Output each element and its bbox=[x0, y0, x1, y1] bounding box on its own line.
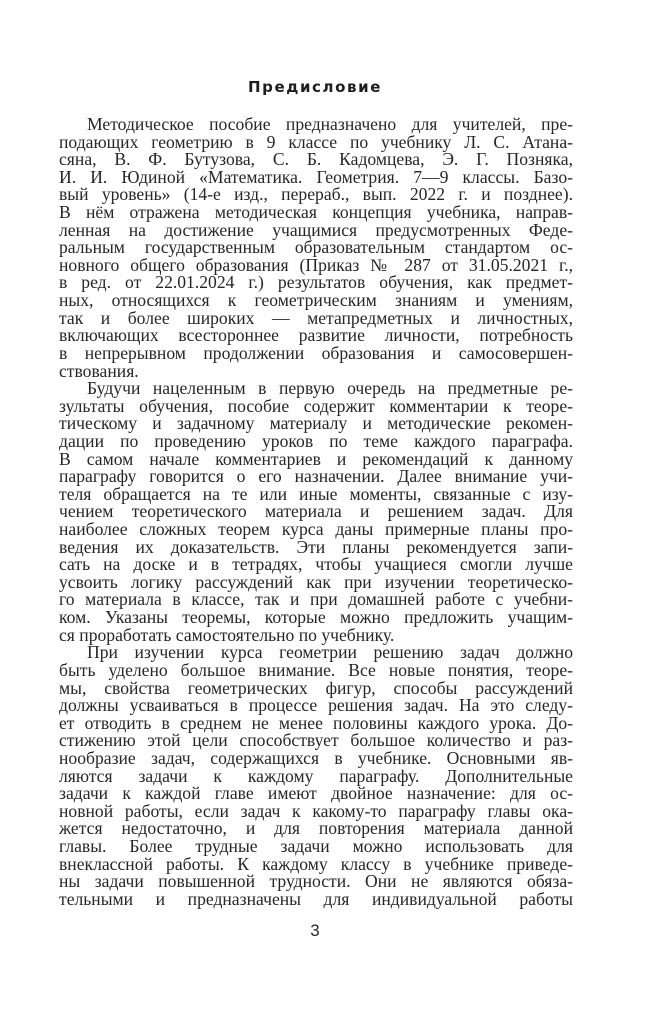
text-line: Будучи нацеленным в первую очередь на предметные ре- bbox=[87, 378, 573, 399]
text-line: внеклассной работы. К каждому классу в учебнике приведе- bbox=[59, 853, 573, 874]
text-line: нообразие задач, содержащихся в учебнике. Основными яв- bbox=[59, 747, 573, 768]
text-line: го материала в классе, так и при домашней работе с учебни- bbox=[59, 589, 573, 610]
text-line: теля обращается на те или иные моменты, связанные с изу- bbox=[59, 483, 573, 504]
text-line: жется недостаточно, и для повторения материала данной bbox=[59, 818, 573, 839]
text-line: сать на доске и в тетрадях, чтобы учащиеся смогли лучше bbox=[59, 554, 573, 575]
text-line: так и более широких — метапредметных и личностных, bbox=[59, 307, 573, 328]
text-line: должны усваиваться в процессе решения задач. На это следу- bbox=[59, 695, 573, 716]
text-line: ральным государственным образовательным стандартом ос- bbox=[59, 237, 573, 258]
text-line: В самом начале комментариев и рекомендаций к данному bbox=[59, 448, 573, 469]
text-line: ком. Указаны теоремы, которые можно предложить учащим- bbox=[59, 607, 573, 628]
text-line: включающих всестороннее развитие личности, потребность bbox=[59, 325, 573, 346]
text-line: стижению этой цели способствует большое количество и раз- bbox=[59, 730, 573, 751]
paragraph-3 bbox=[59, 644, 573, 908]
text-line: тическому и задачному материалу и методические рекомен- bbox=[59, 413, 573, 434]
text-line: При изучении курса геометрии решению задач должно bbox=[87, 642, 573, 663]
text-line: ны задачи повышенной трудности. Они не являются обяза- bbox=[59, 871, 573, 892]
paragraph-1 bbox=[59, 116, 573, 380]
page-number: 3 bbox=[310, 921, 320, 940]
text-line: ленная на достижение учащимися предусмотренных Феде- bbox=[59, 219, 573, 240]
text-line: главы. Более трудные задачи можно использовать для bbox=[59, 835, 573, 856]
paragraph-2 bbox=[59, 380, 573, 644]
text-line: подающих геометрию в 9 классе по учебнику Л. С. Атана- bbox=[59, 131, 573, 152]
text-line: И. И. Юдиной «Математика. Геометрия. 7—9 классы. Базо- bbox=[59, 166, 573, 187]
text-line: ет отводить в среднем не менее половины каждого урока. До- bbox=[59, 712, 573, 733]
text-line: в непрерывном продолжении образования и самосовершен- bbox=[59, 342, 573, 363]
text-line: ведения их доказательств. Эти планы рекомендуется запи- bbox=[59, 536, 573, 557]
text-line: ных, относящихся к геометрическим знаниям и умениям, bbox=[59, 290, 573, 311]
text-line: новной работы, если задач к какому-то параграфу главы ока- bbox=[59, 800, 573, 821]
text-line: тельными и предназначены для индивидуальной работы bbox=[59, 888, 573, 909]
text-line: задачи к каждой главе имеют двойное назначение: для ос- bbox=[59, 783, 573, 804]
section-heading: Предисловие bbox=[247, 78, 383, 96]
text-line: Методическое пособие предназначено для учителей, пре- bbox=[87, 114, 573, 134]
text-line: вый уровень» (14-е изд., перераб., вып. 2022 г. и позднее). bbox=[59, 184, 573, 205]
text-line: сяна, В. Ф. Бутузова, С. Б. Кадомцева, Э. Г. Позняка, bbox=[59, 149, 573, 170]
text-line: в ред. от 22.01.2024 г.) результатов обучения, как предмет- bbox=[59, 272, 573, 293]
text-line: В нём отражена методическая концепция учебника, направ- bbox=[59, 202, 573, 223]
body-text bbox=[59, 116, 573, 908]
text-line: ствования. bbox=[59, 360, 139, 381]
text-line: параграфу говорится о его назначении. Далее внимание учи- bbox=[59, 466, 573, 487]
text-line: наиболее сложных теорем курса даны примерные планы про- bbox=[59, 519, 573, 540]
text-line: зультаты обучения, пособие содержит комментарии к теоре- bbox=[59, 395, 573, 416]
text-line: ляются задачи к каждому параграфу. Дополнительные bbox=[59, 765, 573, 786]
text-line: новного общего образования (Приказ № 287 от 31.05.2021 г., bbox=[59, 254, 573, 275]
text-line: ся проработать самостоятельно по учебнику. bbox=[59, 624, 395, 645]
text-line: усвоить логику рассуждений как при изучении теоретическо- bbox=[59, 571, 573, 592]
text-line: быть уделено большое внимание. Все новые понятия, теоре- bbox=[59, 659, 573, 680]
text-line: чением теоретического материала и решением задач. Для bbox=[59, 501, 573, 522]
text-line: дации по проведению уроков по теме каждого параграфа. bbox=[59, 430, 573, 451]
text-line: мы, свойства геометрических фигур, способы рассуждений bbox=[59, 677, 573, 698]
